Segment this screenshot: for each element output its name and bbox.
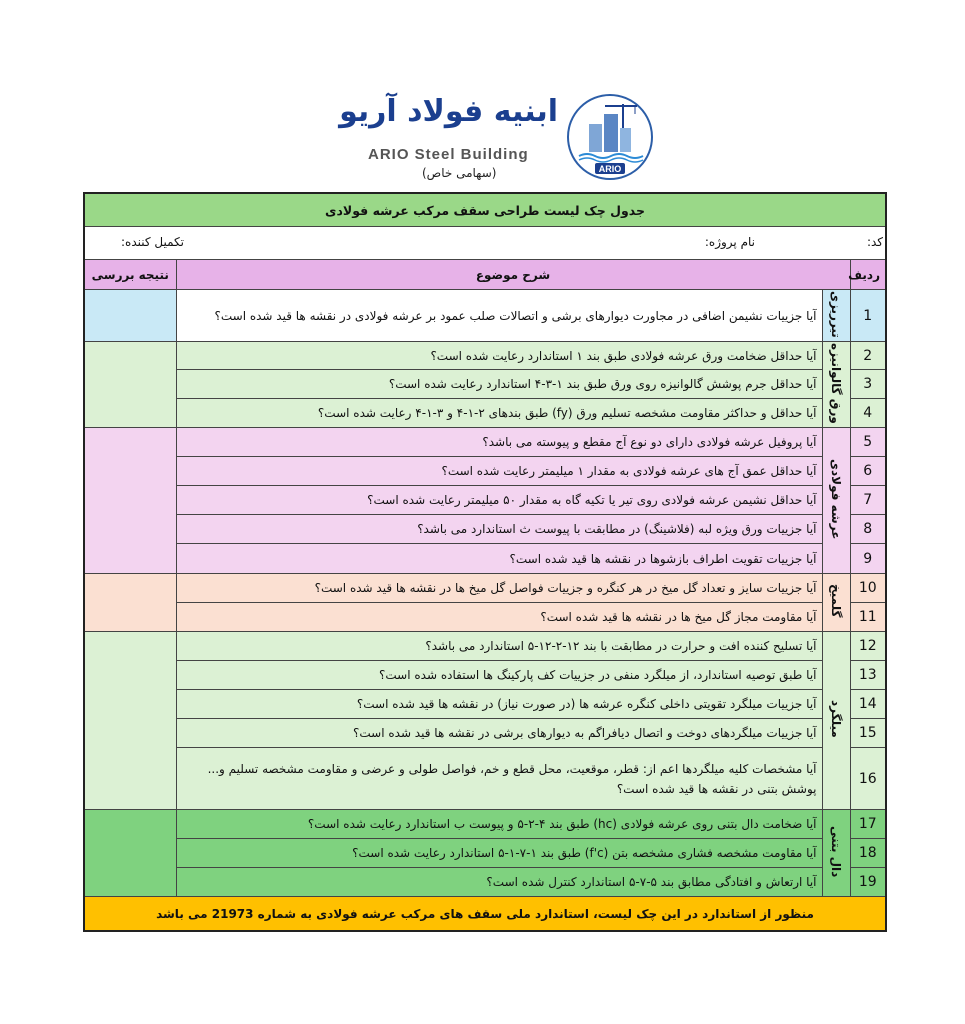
- row-number: 11: [850, 603, 886, 632]
- question-text: آیا ضخامت دال بتنی روی عرشه فولادی (hc) طبق بند ۴-۲-۵ و پیوست ب استاندارد رعایت شده است؟: [176, 810, 822, 839]
- row-number: 16: [850, 748, 886, 810]
- group-label: عرشه فولادی: [822, 428, 850, 574]
- row-number: 15: [850, 719, 886, 748]
- question-text-line1: آیا مشخصات کلیه میلگردها اعم از: قطر، موقعیت، محل قطع و خم، فواصل طولی و عرضی و مقاومت مشخصه تسلیم و...: [207, 761, 817, 776]
- question-text: آیا جزییات نشیمن اضافی در مجاورت دیوارهای برشی و اتصالات صلب عمود بر عرشه فولادی در نقشه ها قید شده است؟: [176, 290, 822, 342]
- row-number: 3: [850, 370, 886, 399]
- company-header: [339, 90, 670, 190]
- question-text: آیا جزییات میلگرد تقویتی داخلی کنگره عرشه ها (در صورت نیاز) در نقشه ها قید شده است؟: [176, 690, 822, 719]
- result-cell[interactable]: [84, 632, 176, 810]
- row-number: 2: [850, 342, 886, 370]
- result-cell[interactable]: [84, 574, 176, 632]
- project-info-row: [84, 227, 886, 260]
- table-row: [84, 632, 886, 661]
- question-text: [176, 748, 822, 810]
- question-text: آیا جزییات تقویت اطراف بازشوها در نقشه ها قید شده است؟: [176, 544, 822, 574]
- table-row: [84, 868, 886, 897]
- group-label: میلگرد: [822, 632, 850, 810]
- question-text: آیا ارتعاش و افتادگی مطابق بند ۵-۷-۵ استاندارد کنترل شده است؟: [176, 868, 822, 897]
- table-row: [84, 719, 886, 748]
- question-text: آیا حداقل جرم پوشش گالوانیزه روی ورق طبق بند ۱-۳-۴ استاندارد رعایت شده است؟: [176, 370, 822, 399]
- table-row: [84, 515, 886, 544]
- row-number: 12: [850, 632, 886, 661]
- table-row: [84, 486, 886, 515]
- row-number: 19: [850, 868, 886, 897]
- table-row: [84, 544, 886, 574]
- table-row: [84, 399, 886, 428]
- question-text: آیا تسلیح کننده افت و حرارت در مطابقت با بند ۱۲-۲-۱۲-۵ استاندارد می باشد؟: [176, 632, 822, 661]
- question-text-line2: پوشش بتنی در نقشه ها قید شده است؟: [616, 781, 817, 796]
- group-label: تیرریزی: [822, 290, 850, 342]
- table-row: [84, 370, 886, 399]
- result-cell[interactable]: [84, 428, 176, 574]
- question-text: آیا حداقل و حداکثر مقاومت مشخصه تسلیم ورق (fy) طبق بندهای ۲-۱-۴ و ۳-۱-۴ رعایت شده است؟: [176, 399, 822, 428]
- header-description: شرح موضوع: [176, 260, 850, 290]
- row-number: 8: [850, 515, 886, 544]
- question-text: آیا پروفیل عرشه فولادی دارای دو نوع آج مقطع و پیوسته می باشد؟: [176, 428, 822, 457]
- group-label: دال بتنی: [822, 810, 850, 897]
- logo-text: ARIO: [598, 164, 622, 174]
- row-number: 7: [850, 486, 886, 515]
- row-number: 13: [850, 661, 886, 690]
- row-number: 9: [850, 544, 886, 574]
- table-row: [84, 690, 886, 719]
- row-number: 10: [850, 574, 886, 603]
- table-row: [84, 748, 886, 810]
- question-text: آیا جزییات ورق ویژه لبه (فلاشینگ) در مطابقت با پیوست ث استاندارد می باشد؟: [176, 515, 822, 544]
- company-name-fa: ابنیه فولاد آریو: [339, 94, 558, 129]
- table-title: جدول چک لیست طراحی سقف مرکب عرشه فولادی: [84, 193, 886, 227]
- row-number: 18: [850, 839, 886, 868]
- table-row: [84, 342, 886, 370]
- code-label: کد:: [866, 235, 883, 249]
- question-text: آیا حداقل نشیمن عرشه فولادی روی تیر یا تکیه گاه به مقدار ۵۰ میلیمتر رعایت شده است؟: [176, 486, 822, 515]
- question-text: آیا مقاومت مجاز گل میخ ها در نقشه ها قید شده است؟: [176, 603, 822, 632]
- question-text: آیا حداقل ضخامت ورق عرشه فولادی طبق بند ۱ استاندارد رعایت شده است؟: [176, 342, 822, 370]
- table-row: [84, 603, 886, 632]
- row-number: 14: [850, 690, 886, 719]
- result-cell[interactable]: [84, 810, 176, 897]
- row-number: 6: [850, 457, 886, 486]
- row-number: 1: [850, 290, 886, 342]
- project-name-label: نام پروژه:: [704, 235, 755, 249]
- company-name-en: ARIO Steel Building: [368, 146, 529, 163]
- company-subtitle: (سهامی خاص): [422, 166, 497, 180]
- company-logo-icon: [565, 92, 655, 182]
- table-row: [84, 574, 886, 603]
- header-row-number: ردیف: [850, 260, 886, 290]
- question-text: آیا حداقل عمق آج های عرشه فولادی به مقدار ۱ میلیمتر رعایت شده است؟: [176, 457, 822, 486]
- checklist-table: [83, 192, 887, 932]
- row-number: 4: [850, 399, 886, 428]
- row-number: 5: [850, 428, 886, 457]
- header-result: نتیجه بررسی: [84, 260, 176, 290]
- table-row: [84, 839, 886, 868]
- footer-note: منظور از استاندارد در این چک لیست، استاندارد ملی سقف های مرکب عرشه فولادی به شماره 21973 می باشد: [84, 897, 886, 932]
- table-row: [84, 428, 886, 457]
- question-text: آیا مقاومت مشخصه فشاری مشخصه بتن (f'c) طبق بند ۱-۷-۱-۵ استاندارد رعایت شده است؟: [176, 839, 822, 868]
- result-cell[interactable]: [84, 290, 176, 342]
- table-row: [84, 661, 886, 690]
- filler-label: تکمیل کننده:: [121, 235, 185, 249]
- table-row: [84, 457, 886, 486]
- question-text: آیا جزییات میلگردهای دوخت و اتصال دیافراگم به دیوارهای برشی در نقشه ها قید شده است؟: [176, 719, 822, 748]
- table-row: [84, 810, 886, 839]
- question-text: آیا طبق توصیه استاندارد، از میلگرد منفی در جزییات کف پارکینگ ها استفاده شده است؟: [176, 661, 822, 690]
- group-label: ورق گالوانیزه: [822, 342, 850, 428]
- group-label: گلمیخ: [822, 574, 850, 632]
- question-text: آیا جزییات سایز و تعداد گل میخ در هر کنگره و جزییات فواصل گل میخ ها در نقشه ها قید شده است؟: [176, 574, 822, 603]
- result-cell[interactable]: [84, 342, 176, 428]
- row-number: 17: [850, 810, 886, 839]
- table-row: [84, 290, 886, 342]
